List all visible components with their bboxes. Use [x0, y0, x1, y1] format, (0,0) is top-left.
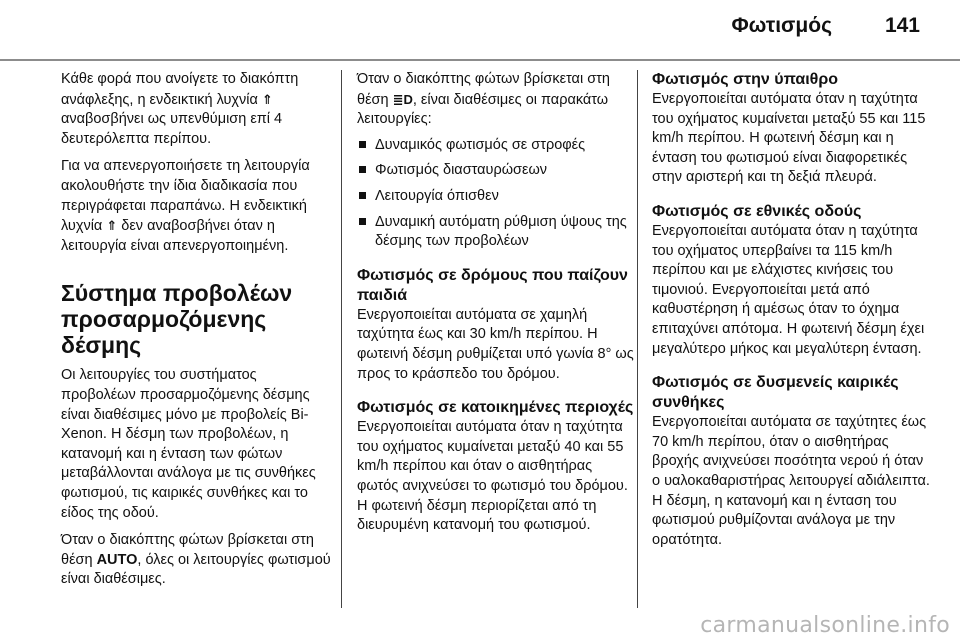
paragraph: Ενεργοποιείται αυτόματα όταν η ταχύτητα του οχήματος κυμαίνεται μεταξύ 55 και 115 km/h περίπου. Η φωτεινή δέσμη και η ένταση του φωτισμού είναι διαφορετικές στην αριστερή και τη δεξιά πλευρά. [652, 91, 926, 186]
header-divider [0, 59, 960, 61]
subheading: Φωτισμός σε δυσμενείς καιρικές συνθήκες [652, 374, 899, 412]
list-item: Λειτουργία όπισθεν [357, 187, 635, 207]
column-divider-2 [637, 70, 638, 608]
auto-label: AUTO [96, 551, 138, 568]
paragraph: Όταν ο διακόπτης φώτων βρίσκεται στη θέση AUTO, όλες οι λειτουργίες φωτισμού είναι διαθέσιμες. [61, 532, 331, 588]
page-number: 141 [884, 14, 920, 37]
paragraph: Για να απενεργοποιήσετε τη λειτουργία ακολουθήστε την ίδια διαδικασία που περιγράφεται παραπάνω. Η ενδεικτική λυχνία ⇑ δεν αναβοσβήνει όταν η λειτουργία είναι απενεργοποιημένη. [61, 158, 310, 254]
paragraph: Κάθε φορά που ανοίγετε το διακόπτη ανάφλεξης, η ενδεικτική λυχνία ⇑ αναβοσβήνει ως υπενθύμιση επί 4 δευτερόλεπτα περίπου. [61, 71, 299, 147]
list-item: Φωτισμός διασταυρώσεων [357, 161, 635, 181]
subheading: Φωτισμός σε κατοικημένες περιοχές [357, 399, 634, 417]
paragraph: Όταν ο διακόπτης φώτων βρίσκεται στη θέση ≣D, είναι διαθέσιμες οι παρακάτω λειτουργίες: [357, 71, 610, 128]
paragraph: Ενεργοποιείται αυτόματα όταν η ταχύτητα του οχήματος υπερβαίνει τα 115 km/h περίπου και με ελάχιστες κινήσεις του τιμονιού. Ενεργοποιείται μετά από καθυστέρηση ή αμέσως όταν το όχημα επιταχύνει απότομα. Η φωτεινή δέσμη έχει μεγαλύτερο μήκος και μεγαλύτερη ένταση. [652, 222, 925, 357]
paragraph: Ενεργοποιείται αυτόματα σε χαμηλή ταχύτητα έως και 30 km/h περίπου. Η φωτεινή δέσμη ρυθμίζεται υπό γωνία 8° ως προς το κράσπεδο του δρόμου. [357, 306, 634, 382]
column-1 [61, 70, 333, 598]
fog-light-icon: ⇑ [106, 218, 118, 234]
fog-light-icon: ⇑ [261, 91, 273, 107]
column-2 [357, 70, 635, 544]
feature-list [357, 136, 635, 252]
subheading: Φωτισμός σε εθνικές οδούς [652, 202, 862, 220]
list-item: Δυναμική αυτόματη ρύθμιση ύψους της δέσμης των προβολέων [357, 213, 635, 252]
paragraph: Ενεργοποιείται αυτόματα όταν η ταχύτητα του οχήματος κυμαίνεται μεταξύ 40 και 55 km/h περίπου και όταν ο αισθητήρας φωτός ανιχνεύσει το φωτισμό του δρόμου. Η φωτεινή δέσμη περιορίζεται από τη διευρυμένη κατανομή του φωτισμού. [357, 419, 628, 534]
paragraph: Ενεργοποιείται αυτόματα σε ταχύτητες έως 70 km/h περίπου, όταν ο αισθητήρας βροχής ανιχνεύσει ποσότητα νερού ή όταν ο υαλοκαθαριστήρας λειτουργεί αδιάλειπτα. Η δέσμη, η κατανομή και η ένταση του φωτισμού ρυθμίζονται ανάλογα με την ορατότητα. [652, 414, 930, 548]
page-header [0, 0, 960, 56]
section-title: Φωτισμός [731, 14, 832, 37]
column-divider-1 [341, 70, 342, 608]
section-heading: Σύστημα προβολέων προσαρμοζόμενης δέσμης [61, 280, 293, 359]
list-item: Δυναμικός φωτισμός σε στροφές [357, 136, 635, 156]
column-3 [652, 70, 930, 558]
paragraph: Οι λειτουργίες του συστήματος προβολέων προσαρμοζόμενης δέσμης είναι διαθέσιμες μόνο με προβολείς Bi-Xenon. Η δέσμη των προβολέων, η κατανομή και η ένταση των φώτων μεταβάλλονται ανάλογα με τις συνθήκες φωτισμού, τις καιρικές συνθήκες και το είδος της οδού. [61, 367, 316, 521]
watermark: carmanualsonline.info [700, 613, 950, 638]
subheading: Φωτισμός σε δρόμους που παίζουν παιδιά [357, 266, 628, 304]
subheading: Φωτισμός στην ύπαιθρο [652, 71, 838, 88]
low-beam-icon: ≣D [392, 91, 413, 107]
